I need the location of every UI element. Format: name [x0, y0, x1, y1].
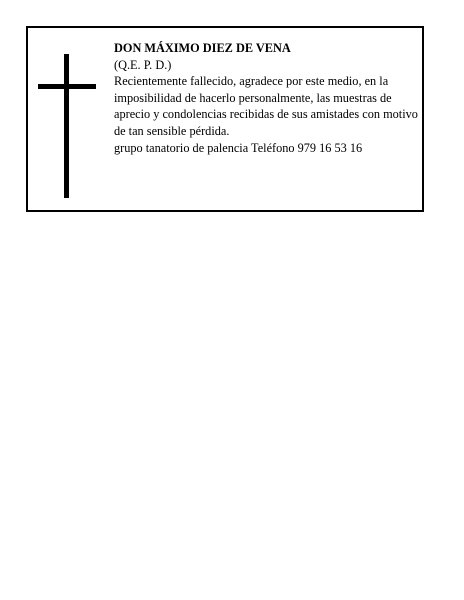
- cross-icon: [38, 54, 98, 198]
- notice-body: Recientemente fallecido, agradece por este medio, en la imposibilidad de hacerlo personalmente, las muestras de aprecio y condolencias recibidas de sus amistades con motivo de tan sensible pérdida.: [114, 74, 418, 138]
- contact-line: grupo tanatorio de palencia Teléfono 979 16 53 16: [114, 140, 363, 155]
- obituary-notice: [26, 26, 424, 212]
- cross-vertical-bar: [64, 54, 69, 198]
- qepd-text: (Q.E. P. D.): [114, 57, 172, 72]
- notice-text-block: [114, 40, 422, 156]
- cross-horizontal-bar: [38, 84, 96, 89]
- deceased-name: DON MÁXIMO DIEZ DE VENA: [114, 41, 291, 55]
